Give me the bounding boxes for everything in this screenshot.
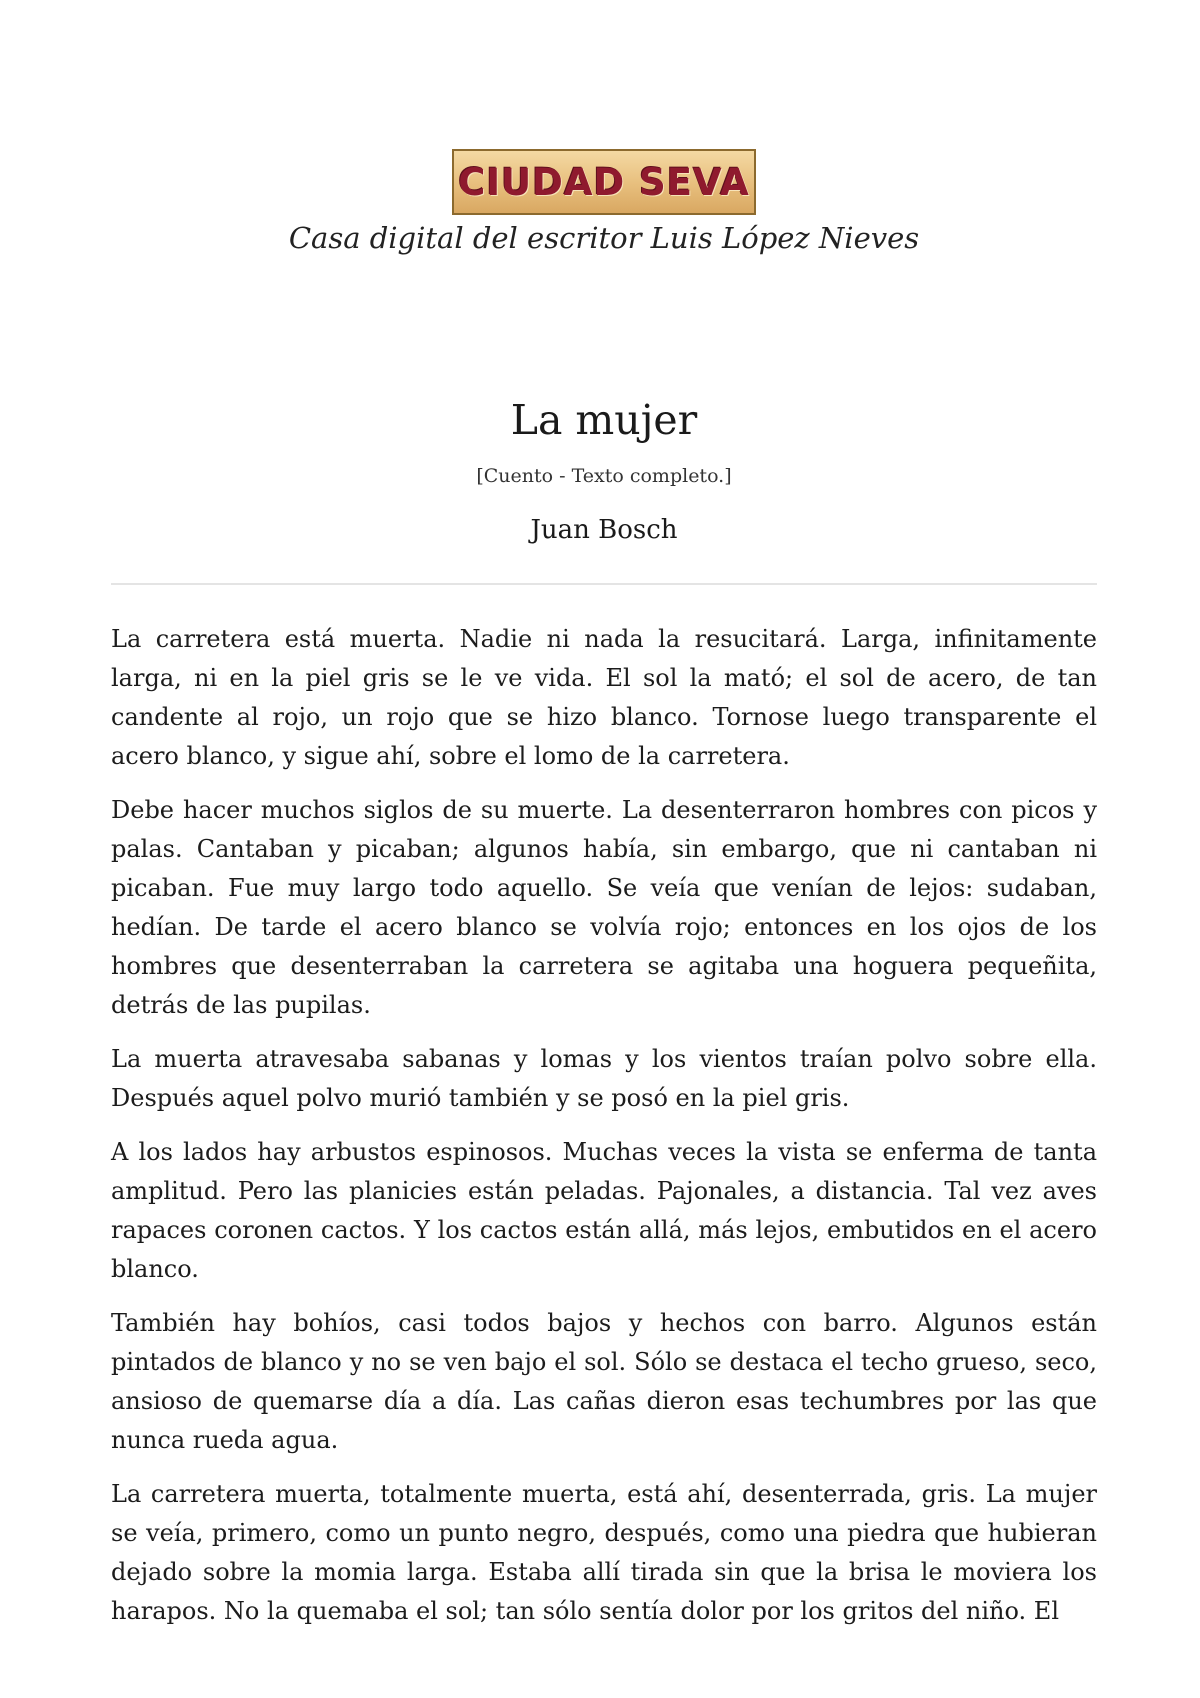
story-paragraph: Debe hacer muchos siglos de su muerte. La desenterraron hombres con picos y palas. Cantaban y picaban; algunos había, sin embargo, que ni cantaban ni picaban. Fue muy largo todo aquello. Se veía que venían de lejos: sudaban, hedían. De tarde el acero blanco se volvía rojo; entonces en los ojos de los hombres que desenterraban la carretera se agitaba una hoguera pequeñita, detrás de las pupilas. bbox=[111, 796, 1097, 1019]
story-paragraph: A los lados hay arbustos espinosos. Muchas veces la vista se enferma de tanta amplitud. Pero las planicies están peladas. Pajonales, a distancia. Tal vez aves rapaces coronen cactos. Y los cactos están allá, más lejos, embutidos en el acero blanco. bbox=[111, 1138, 1097, 1283]
site-logo[interactable] bbox=[452, 149, 756, 215]
story-subtitle: [Cuento - Texto completo.] bbox=[476, 465, 732, 487]
story-paragraph: La muerta atravesaba sabanas y lomas y los vientos traían polvo sobre ella. Después aquel polvo murió también y se posó en la piel gris. bbox=[111, 1045, 1097, 1112]
story-author: Juan Bosch bbox=[530, 515, 678, 545]
divider bbox=[111, 583, 1097, 585]
site-logo-text: CIUDAD SEVA bbox=[458, 160, 750, 204]
story-paragraph: La carretera muerta, totalmente muerta, está ahí, desenterrada, gris. La mujer se veía, primero, como un punto negro, después, como una piedra que hubieran dejado sobre la momia larga. Estaba allí tirada sin que la brisa le moviera los harapos. No la quemaba el sol; tan sólo sentía dolor por los gritos del niño. El bbox=[111, 1480, 1097, 1625]
story-paragraph: La carretera está muerta. Nadie ni nada la resucitará. Larga, infinitamente larga, ni en la piel gris se le ve vida. El sol la mató; el sol de acero, de tan candente al rojo, un rojo que se hizo blanco. Tornose luego transparente el acero blanco, y sigue ahí, sobre el lomo de la carretera. bbox=[111, 625, 1097, 770]
story-title: La mujer bbox=[510, 396, 698, 444]
story-body bbox=[111, 620, 1097, 1646]
site-tagline: Casa digital del escritor Luis López Nieves bbox=[288, 221, 920, 255]
story-paragraph: También hay bohíos, casi todos bajos y hechos con barro. Algunos están pintados de blanco y no se ven bajo el sol. Sólo se destaca el techo grueso, seco, ansioso de quemarse día a día. Las cañas dieron esas techumbres por las que nunca rueda agua. bbox=[111, 1309, 1097, 1454]
